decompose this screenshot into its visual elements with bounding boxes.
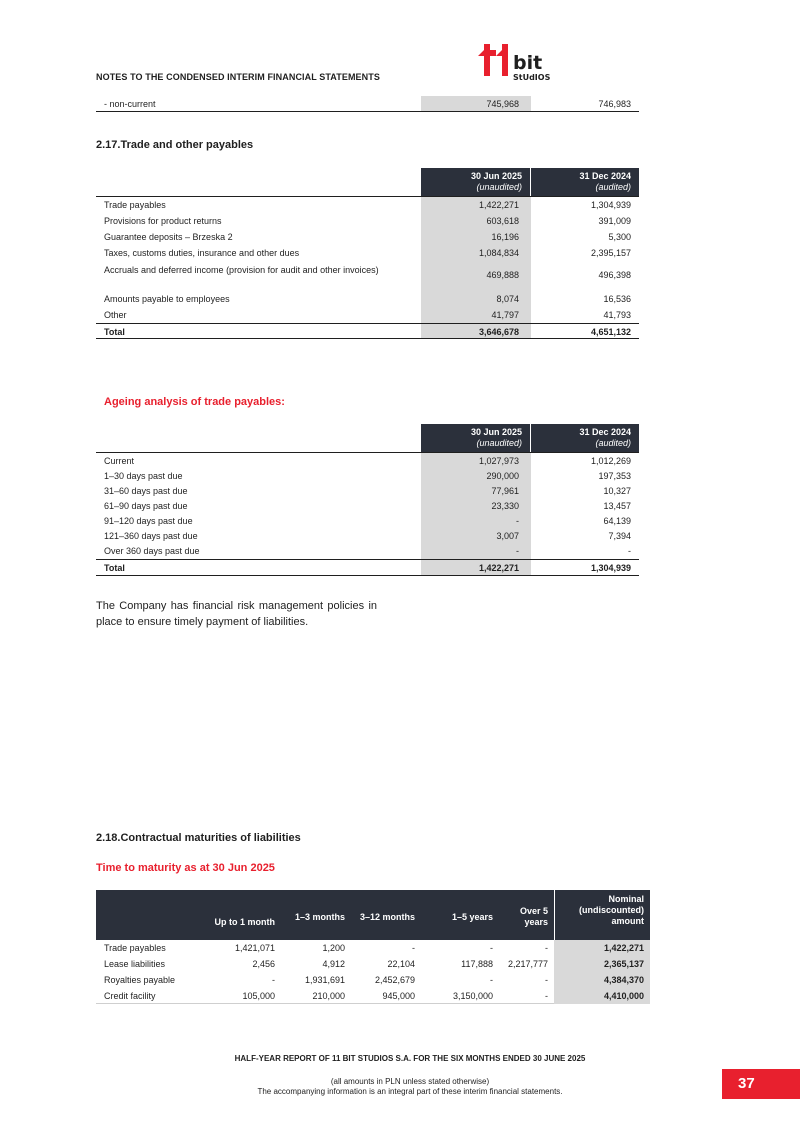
row-label: Provisions for product returns <box>104 216 222 226</box>
value-2024: 746,983 <box>598 99 631 109</box>
row-label: 91–120 days past due <box>104 516 193 526</box>
column-subtitle: (audited) <box>595 182 631 192</box>
table-row <box>96 291 639 307</box>
value-2025: - <box>421 543 531 558</box>
value-2024: 2,395,157 <box>590 248 631 258</box>
table-row <box>96 261 639 291</box>
row-label: Total <box>104 563 125 573</box>
cell-value: 1,200 <box>322 943 345 953</box>
column-header-2025 <box>421 168 531 196</box>
cell-value: 117,888 <box>461 959 493 969</box>
value-2024: 13,457 <box>603 501 631 511</box>
cell-value: 3,150,000 <box>452 991 493 1001</box>
row-label: Current <box>104 456 135 466</box>
column-header: Nominal (undiscounted) amount <box>554 890 650 940</box>
cell-value: - <box>490 943 493 953</box>
value-2024: 4,651,132 <box>590 327 631 337</box>
table-header <box>96 890 650 940</box>
row-label: Royalties payable <box>104 975 176 985</box>
table-row <box>96 307 639 323</box>
column-title: 31 Dec 2024 <box>579 171 631 181</box>
value-2025: 603,618 <box>421 213 531 229</box>
value-2025: 41,797 <box>421 307 531 323</box>
row-label: Other <box>104 310 127 320</box>
value-2025: 8,074 <box>421 291 531 307</box>
cell-value: - <box>490 975 493 985</box>
section-title-payables: 2.17.Trade and other payables <box>96 139 254 151</box>
value-2024: 1,304,939 <box>590 563 631 573</box>
column-header-2024 <box>531 424 639 452</box>
row-label: Trade payables <box>104 943 166 953</box>
table-row <box>96 972 650 988</box>
cell-value: - <box>272 975 275 985</box>
column-header: Over 5 years <box>519 906 548 927</box>
row-label: Amounts payable to employees <box>104 294 230 304</box>
column-title: 30 Jun 2025 <box>470 427 522 437</box>
column-header: 3–12 months <box>359 912 415 922</box>
row-label: 61–90 days past due <box>104 501 188 511</box>
value-2025: 16,196 <box>421 229 531 245</box>
column-header: Up to 1 month <box>214 917 275 927</box>
page-number: 37 <box>722 1069 800 1099</box>
cell-value: 4,410,000 <box>554 988 650 1004</box>
table-row <box>96 988 650 1004</box>
footer-report-title: HALF-YEAR REPORT OF 11 BIT STUDIOS S.A. FOR THE SIX MONTHS ENDED 30 JUNE 2025 <box>234 1054 586 1063</box>
value-2025: 469,888 <box>421 261 531 291</box>
value-2025: 1,422,271 <box>421 560 531 575</box>
cell-value: - <box>545 975 548 985</box>
total-row <box>96 323 639 339</box>
cell-value: - <box>412 943 415 953</box>
row-label: Lease liabilities <box>104 959 166 969</box>
value-2024: 496,398 <box>598 270 631 280</box>
table-row <box>96 483 639 498</box>
value-2024: 391,009 <box>598 216 631 226</box>
value-2024: 41,793 <box>603 310 631 320</box>
value-2025: 3,007 <box>421 528 531 543</box>
table-header <box>96 424 639 452</box>
table-row <box>96 513 639 528</box>
maturities-table <box>96 890 650 1004</box>
row-label: - non-current <box>104 99 156 109</box>
logo-mark <box>478 44 496 76</box>
logo-text: bit <box>513 52 543 74</box>
cell-value: 4,384,370 <box>554 972 650 988</box>
cell-value: 210,000 <box>312 991 345 1001</box>
column-header-2024 <box>531 168 639 196</box>
value-2025: 290,000 <box>421 468 531 483</box>
cell-value: 945,000 <box>382 991 415 1001</box>
payables-table <box>96 168 639 339</box>
table-row <box>96 213 639 229</box>
table-row <box>96 229 639 245</box>
value-2024: 5,300 <box>608 232 631 242</box>
value-2024: 10,327 <box>603 486 631 496</box>
notes-title: NOTES TO THE CONDENSED INTERIM FINANCIAL STATEMENTS <box>96 72 380 82</box>
row-label: 31–60 days past due <box>104 486 188 496</box>
table-row <box>96 453 639 468</box>
cell-value: - <box>545 943 548 953</box>
value-2025: 1,084,834 <box>421 245 531 261</box>
row-label: Guarantee deposits – Brzeska 2 <box>104 232 233 242</box>
value-2025: 23,330 <box>421 498 531 513</box>
cell-value: 2,365,137 <box>554 956 650 972</box>
cell-value: 1,422,271 <box>554 940 650 956</box>
row-label: Credit facility <box>104 991 156 1001</box>
row-label: Taxes, customs duties, insurance and other dues <box>104 248 300 258</box>
table-row <box>96 96 639 112</box>
value-2024: - <box>628 546 631 556</box>
row-label: Total <box>104 327 125 337</box>
value-2025: 745,968 <box>421 96 531 111</box>
value-2025: 3,646,678 <box>421 324 531 338</box>
footer-amounts-note: (all amounts in PLN unless stated otherwise) <box>330 1077 490 1086</box>
table-row <box>96 468 639 483</box>
value-2024: 1,304,939 <box>590 200 631 210</box>
table-row <box>96 528 639 543</box>
section-title-maturities: 2.18.Contractual maturities of liabilities <box>96 832 301 844</box>
value-2025: - <box>421 513 531 528</box>
company-logo <box>476 40 556 86</box>
footer-integral-note: The accompanying information is an integral part of these interim financial statements. <box>257 1087 563 1096</box>
row-label: Accruals and deferred income (provision for audit and other invoices) <box>104 265 379 275</box>
total-row <box>96 559 639 576</box>
cell-value: 2,456 <box>252 959 275 969</box>
maturities-subtitle: Time to maturity as at 30 Jun 2025 <box>96 862 275 874</box>
value-2024: 16,536 <box>603 294 631 304</box>
carryover-table <box>96 96 639 112</box>
row-label: 121–360 days past due <box>104 531 198 541</box>
column-header: 1–3 months <box>294 912 345 922</box>
cell-value: 22,104 <box>387 959 415 969</box>
value-2025: 1,422,271 <box>421 197 531 213</box>
table-header <box>96 168 639 196</box>
table-row <box>96 245 639 261</box>
table-row <box>96 940 650 956</box>
value-2024: 1,012,269 <box>590 456 631 466</box>
cell-value: 1,931,691 <box>304 975 345 985</box>
column-subtitle: (unaudited) <box>476 438 522 448</box>
table-row <box>96 498 639 513</box>
cell-value: 2,452,679 <box>374 975 415 985</box>
row-label: Trade payables <box>104 200 166 210</box>
value-2025: 1,027,973 <box>421 453 531 468</box>
column-title: 30 Jun 2025 <box>470 171 522 181</box>
cell-value: 2,217,777 <box>507 959 548 969</box>
cell-value: 1,421,071 <box>234 943 275 953</box>
column-subtitle: (audited) <box>595 438 631 448</box>
column-header: 1–5 years <box>451 912 493 922</box>
cell-value: 4,912 <box>322 959 345 969</box>
column-header-2025 <box>421 424 531 452</box>
row-label: 1–30 days past due <box>104 471 183 481</box>
ageing-table <box>96 424 639 576</box>
table-row <box>96 543 639 558</box>
table-row <box>96 197 639 213</box>
risk-paragraph: The Company has financial risk management policies in place to ensure timely payment of liabilities. <box>96 600 377 628</box>
value-2024: 64,139 <box>603 516 631 526</box>
value-2024: 197,353 <box>598 471 631 481</box>
logo-subtext: StUdIOS <box>513 73 551 82</box>
row-label: Over 360 days past due <box>104 546 200 556</box>
cell-value: 105,000 <box>242 991 275 1001</box>
column-subtitle: (unaudited) <box>476 182 522 192</box>
value-2025: 77,961 <box>421 483 531 498</box>
column-title: 31 Dec 2024 <box>579 427 631 437</box>
cell-value: - <box>545 991 548 1001</box>
ageing-title: Ageing analysis of trade payables: <box>104 396 285 408</box>
table-row <box>96 956 650 972</box>
value-2024: 7,394 <box>608 531 631 541</box>
